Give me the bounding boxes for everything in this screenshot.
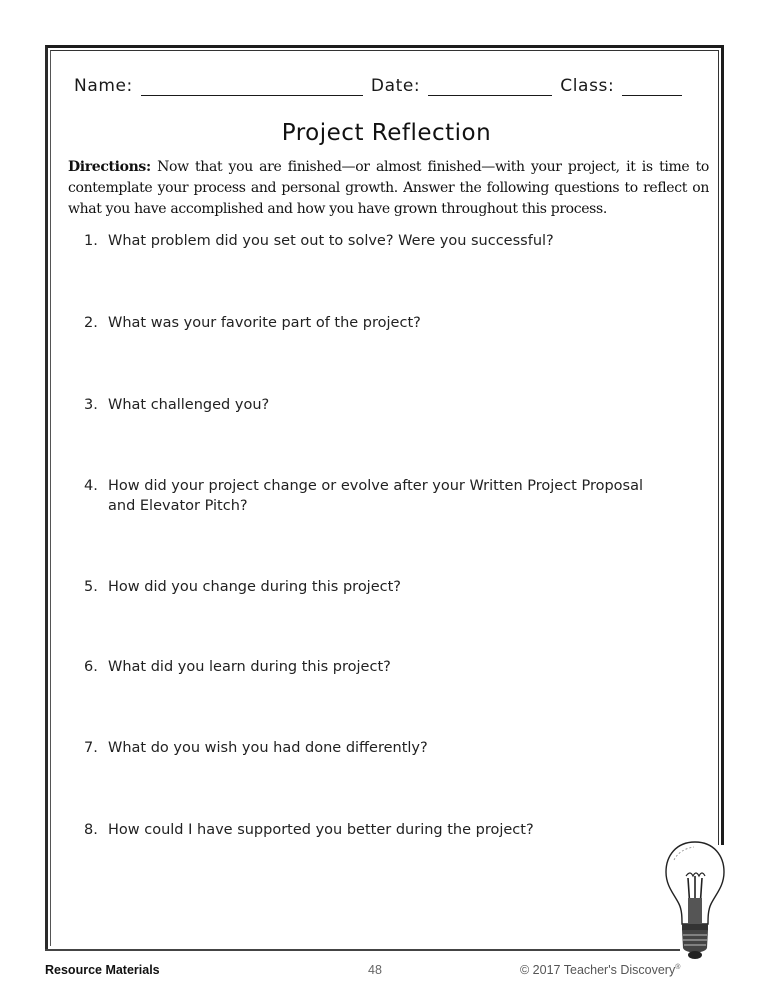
question-number: 2. [84,315,98,331]
question-number: 6. [84,659,98,675]
page-title: Project Reflection [281,120,492,146]
class-label: Class: [560,76,615,96]
name-label: Name: [74,76,133,96]
question-5 [84,577,684,597]
page-border-bottom [45,949,680,951]
lightbulb-icon [660,838,730,963]
question-number: 3. [84,397,98,413]
question-number: 7. [84,740,98,756]
question-text: How did your project change or evolve after your Written Project Proposal and Elevator Pitch? [108,478,644,514]
question-4 [84,476,674,516]
question-3 [84,395,684,415]
registered-mark: ® [675,963,681,971]
directions [68,157,709,220]
question-6 [84,657,684,677]
name-field[interactable] [141,77,363,96]
directions-text: Now that you are finished—or almost finished—with your project, it is time to contemplate your process and personal growth. Answer the following questions to reflect on what you have accomplished and how you have grown throughout this process. [68,159,709,217]
question-text: What do you wish you had done differently? [108,740,428,756]
question-1 [84,231,684,251]
date-label: Date: [370,76,421,96]
question-text: What did you learn during this project? [108,659,391,675]
date-field[interactable] [428,77,552,96]
question-text: How did you change during this project? [108,579,401,595]
question-text: What problem did you set out to solve? Were you successful? [108,233,554,249]
question-text: What challenged you? [108,397,270,413]
question-number: 5. [84,579,98,595]
page-number: 48 [368,963,382,977]
directions-label: Directions: [68,159,151,175]
class-field[interactable] [622,77,682,96]
question-text: How could I have supported you better during the project? [108,822,534,838]
question-text: What was your favorite part of the project? [108,315,421,331]
footer-section-label: Resource Materials [45,963,160,977]
question-7 [84,738,684,758]
question-number: 4. [84,478,98,494]
question-number: 8. [84,822,98,838]
question-8 [84,820,684,840]
question-2 [84,313,684,333]
copyright-text: © 2017 Teacher's Discovery [520,963,676,977]
student-info-row [74,70,686,96]
copyright [520,963,680,977]
question-number: 1. [84,233,98,249]
